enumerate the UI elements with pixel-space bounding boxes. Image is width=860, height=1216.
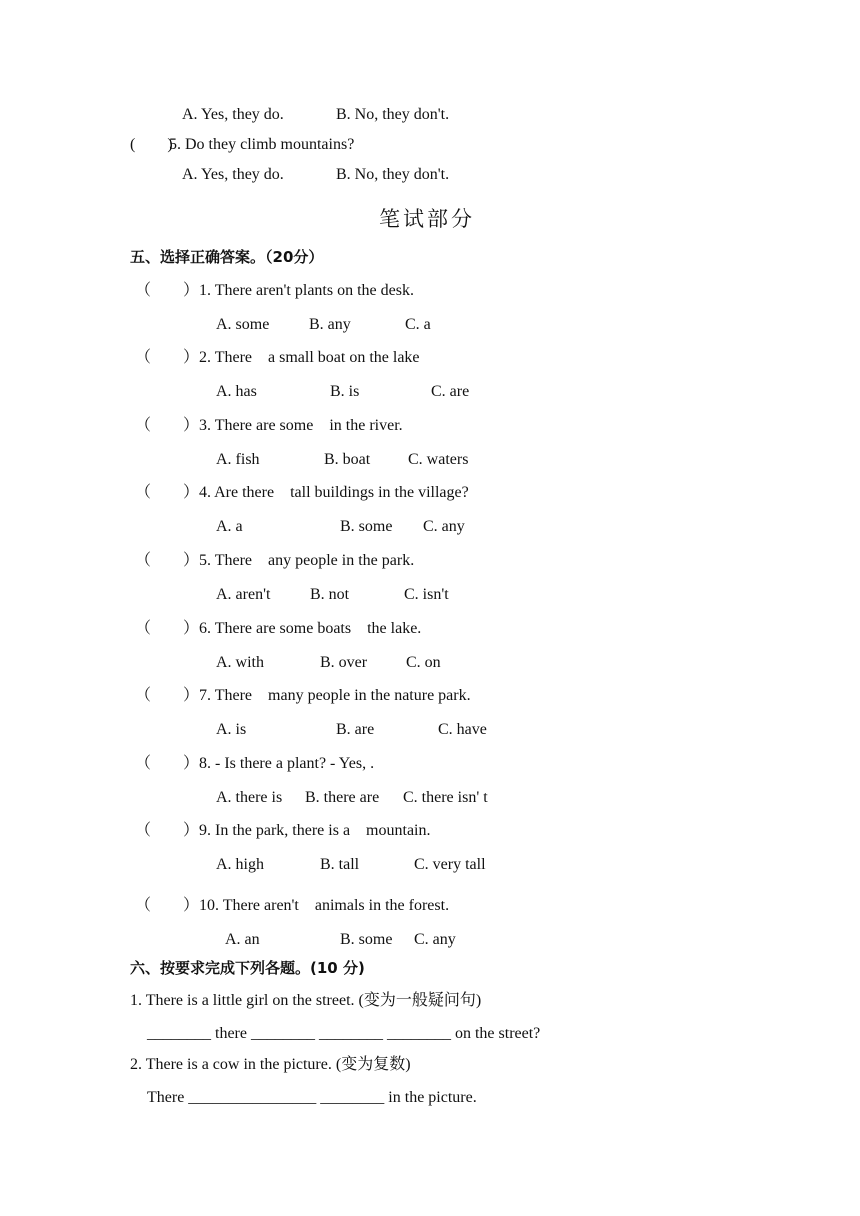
answer-paren: （ ）	[135, 349, 200, 366]
section5-title: 五、选择正确答案。（20分）	[130, 248, 324, 266]
question-text: 2. There a small boat on the lake	[199, 349, 420, 366]
q4-option-b: B. No, they don't.	[336, 106, 450, 123]
answer-paren: （ ）	[135, 620, 200, 637]
answer-paren: （ ）	[135, 897, 200, 914]
option-b: B. over	[320, 654, 368, 671]
option-a: A. there is	[216, 789, 283, 806]
option-c: C. any	[414, 931, 456, 948]
answer-paren: （ ）	[135, 484, 200, 501]
question-text: 3. There are some in the river.	[199, 417, 403, 434]
option-b: B. are	[336, 721, 375, 738]
answer-line: There ________________ ________ in the picture.	[147, 1089, 477, 1106]
option-a: A. with	[216, 654, 264, 671]
option-b: B. is	[330, 383, 360, 400]
question-text: 9. In the park, there is a mountain.	[199, 822, 431, 839]
q5-option-b: B. No, they don't.	[336, 166, 450, 183]
option-c: C. waters	[408, 451, 469, 468]
option-c: C. very tall	[414, 856, 486, 873]
question-text: 8. - Is there a plant? - Yes, .	[199, 755, 375, 772]
answer-paren: （ ）	[135, 755, 200, 772]
answer-paren: （ ）	[135, 687, 200, 704]
q4-option-a: A. Yes, they do.	[182, 106, 284, 123]
answer-paren: （ ）	[135, 282, 200, 299]
option-a: A. some	[216, 316, 270, 333]
option-a: A. is	[216, 721, 247, 738]
question-text: 5. Do they climb mountains?	[169, 136, 355, 153]
section6-title: 六、按要求完成下列各题。(10 分)	[130, 959, 365, 977]
written-part-title: 笔试部分	[379, 207, 475, 231]
question-text: 5. There any people in the park.	[199, 552, 415, 569]
option-c: C. have	[438, 721, 487, 738]
question-text: 4. Are there tall buildings in the village?	[199, 484, 469, 501]
option-a: A. has	[216, 383, 257, 400]
answer-paren: ( )	[130, 136, 173, 153]
option-a: A. aren't	[216, 586, 271, 603]
option-b: B. some	[340, 931, 393, 948]
option-b: B. tall	[320, 856, 360, 873]
option-a: A. high	[216, 856, 264, 873]
option-b: B. some	[340, 518, 393, 535]
question-text: 6. There are some boats the lake.	[199, 620, 422, 637]
answer-paren: （ ）	[135, 417, 200, 434]
answer-paren: （ ）	[135, 552, 200, 569]
option-c: C. any	[423, 518, 465, 535]
question-text: 7. There many people in the nature park.	[199, 687, 471, 704]
answer-line: ________ there ________ ________ ________ on the street?	[147, 1025, 541, 1042]
option-c: C. a	[405, 316, 431, 333]
question-text: 1. There aren't plants on the desk.	[199, 282, 414, 299]
option-a: A. an	[225, 931, 260, 948]
option-c: C. there isn' t	[403, 789, 488, 806]
option-c: C. on	[406, 654, 441, 671]
option-a: A. fish	[216, 451, 260, 468]
transform-question: 2. There is a cow in the picture. (变为复数)	[130, 1056, 411, 1073]
answer-paren: （ ）	[135, 822, 200, 839]
option-c: C. isn't	[404, 586, 449, 603]
option-b: B. there are	[305, 789, 380, 806]
option-b: B. boat	[324, 451, 371, 468]
option-c: C. are	[431, 383, 470, 400]
option-a: A. a	[216, 518, 243, 535]
q5-option-a: A. Yes, they do.	[182, 166, 284, 183]
transform-question: 1. There is a little girl on the street. (变为一般疑问句)	[130, 992, 482, 1009]
question-text: 10. There aren't animals in the forest.	[199, 897, 450, 914]
option-b: B. any	[309, 316, 351, 333]
option-b: B. not	[310, 586, 350, 603]
